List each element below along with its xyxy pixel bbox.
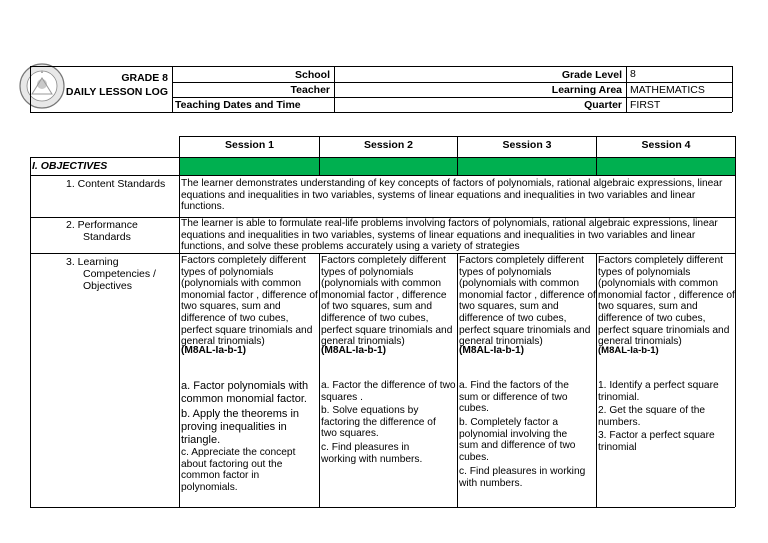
session-3-code: (M8AL-Ia-b-1) — [459, 345, 525, 356]
learning-area-value: MATHEMATICS — [630, 84, 705, 96]
session-2-competency: Factors completely different types of polynomials (polynomials with common monomial factor , difference of two squares, sum and difference of two cubes, perfect square trinomials and general trinomials) — [321, 255, 453, 348]
competencies-label-2: Competencies / — [83, 268, 156, 280]
green-band-session-2 — [320, 158, 457, 175]
teaching-dates-label: Teaching Dates and Time — [175, 99, 301, 111]
session-4-objective-1: 1. Identify a perfect square trinomial. — [598, 380, 719, 403]
performance-standards-text: The learner is able to formulate real-life problems involving factors of polynomials, rational algebraic expressions, linear equations and inequalities in two variables, systems of linear equations and inequalities in two variables and linear functions, and solve these problems accurately using a variety of strategies — [181, 218, 718, 253]
session-2-header: Session 2 — [363, 139, 414, 151]
daily-lesson-log-title: DAILY LESSON LOG — [65, 86, 168, 98]
session-2-objective-b: b. Solve equations by factoring the difference of two squares. — [321, 405, 436, 440]
green-band-session-1 — [180, 158, 319, 175]
session-4-header: Session 4 — [641, 139, 691, 151]
grade-title: GRADE 8 — [121, 72, 168, 84]
learning-area-label: Learning Area — [551, 84, 622, 96]
quarter-label: Quarter — [584, 99, 622, 111]
session-1-objective-b: b. Apply the theorems in proving inequalities in triangle. — [181, 408, 300, 446]
grade-level-value: 8 — [630, 68, 636, 80]
session-1-competency: Factors completely different types of polynomials (polynomials with common monomial factor , difference of two squares, sum and difference of two cubes, perfect square trinomials and general trinomials) — [181, 255, 318, 348]
session-1-objective-a: a. Factor polynomials with common monomial factor. — [181, 380, 309, 405]
session-2-objective-a: a. Factor the difference of two squares . — [321, 380, 456, 403]
session-3-objective-b: b. Completely factor a polynomial involving the sum and difference of two cubes. — [459, 417, 576, 463]
quarter-value: FIRST — [630, 99, 661, 111]
school-label: School — [294, 69, 330, 81]
session-4-competency: Factors completely different types of polynomials (polynomials with common monomial factor , difference of two squares, sum and difference of two cubes, perfect square trinomials and general trinomials) — [598, 255, 735, 348]
session-2-code: (M8AL-Ia-b-1) — [321, 345, 387, 356]
session-3-objective-c: c. Find pleasures in working with numbers. — [459, 466, 586, 489]
content-standards-text: The learner demonstrates understanding of key concepts of factors of polynomials, rational algebraic expressions, linear equations and inequalities in two variables, systems of linear equations and inequalities in two variables and linear functions. — [181, 178, 723, 213]
session-3-header: Session 3 — [502, 139, 552, 151]
session-2-objective-c: c. Find pleasures in working with numbers. — [321, 442, 423, 465]
grade-level-label: Grade Level — [561, 69, 622, 81]
competencies-label-3: Objectives — [83, 280, 133, 292]
session-4-objective-2: 2. Get the square of the numbers. — [598, 405, 706, 428]
competencies-label-1: 3. Learning — [66, 256, 119, 268]
session-4-objective-3: 3. Factor a perfect square trinomial — [598, 430, 715, 453]
session-3-objective-a: a. Find the factors of the sum or difference of two cubes. — [459, 380, 569, 415]
objectives-section-title: I. OBJECTIVES — [32, 160, 108, 172]
performance-standards-label-1: 2. Performance — [66, 219, 138, 231]
session-3-competency: Factors completely different types of polynomials (polynomials with common monomial factor , difference of two squares, sum and difference of two cubes, perfect square trinomials and general trinomials) — [459, 255, 596, 348]
green-band-session-3 — [458, 158, 596, 175]
deped-seal-icon — [18, 62, 66, 110]
session-1-objective-c: c. Appreciate the concept about factoring out the common factor in polynomials. — [181, 447, 296, 493]
green-band-session-4 — [597, 158, 735, 175]
content-standards-label: 1. Content Standards — [66, 178, 166, 190]
session-1-header: Session 1 — [224, 139, 275, 151]
performance-standards-label-2: Standards — [83, 231, 131, 243]
session-4-code: (M8AL-Ia-b-1) — [598, 345, 659, 356]
teacher-label: Teacher — [290, 84, 330, 96]
session-1-code: (M8AL-Ia-b-1) — [181, 345, 247, 356]
